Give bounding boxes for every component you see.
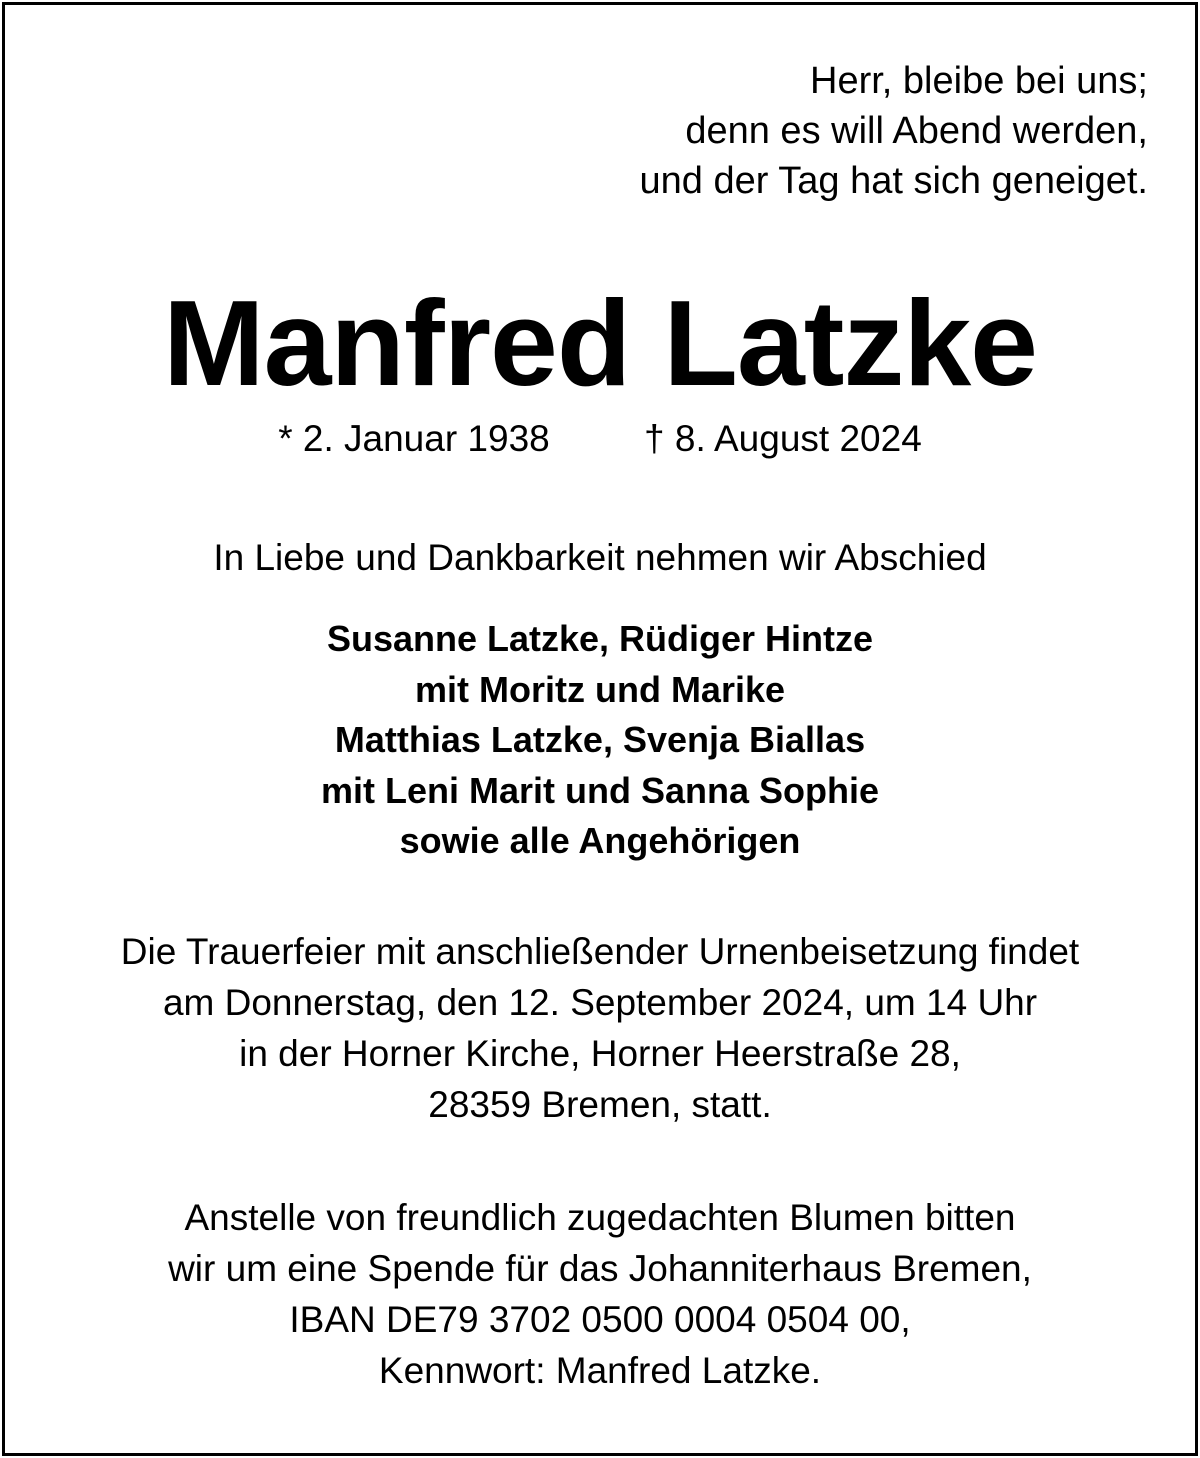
- life-dates: [0, 414, 1200, 464]
- mourner-line: Susanne Latzke, Rüdiger Hintze: [326, 618, 874, 659]
- donation-info: [0, 1192, 1200, 1396]
- verse-line: denn es will Abend werden,: [685, 110, 1148, 152]
- ceremony-line: Die Trauerfeier mit anschließender Urnenbeisetzung findet: [120, 931, 1080, 972]
- donation-keyword: Kennwort: Manfred Latzke.: [378, 1350, 822, 1391]
- ceremony-info: [0, 926, 1200, 1130]
- mourner-line: sowie alle Angehörigen: [399, 820, 801, 861]
- ceremony-line: in der Horner Kirche, Horner Heerstraße 28,: [239, 1033, 961, 1074]
- ceremony-line: am Donnerstag, den 12. September 2024, um 14 Uhr: [162, 982, 1038, 1023]
- mourner-line: mit Leni Marit und Sanna Sophie: [320, 769, 880, 811]
- verse-line: Herr, bleibe bei uns;: [810, 60, 1148, 102]
- donation-iban: IBAN DE79 3702 0500 0004 0504 00,: [289, 1299, 911, 1340]
- death-date: † 8. August 2024: [644, 418, 922, 459]
- birth-date: * 2. Januar 1938: [278, 418, 550, 459]
- bible-verse: [640, 56, 1148, 206]
- donation-line: Anstelle von freundlich zugedachten Blumen bitten: [184, 1197, 1016, 1238]
- donation-line: wir um eine Spende für das Johanniterhaus Bremen,: [168, 1248, 1032, 1289]
- mourner-line: Matthias Latzke, Svenja Biallas: [334, 719, 866, 760]
- verse-line: und der Tag hat sich geneiget.: [639, 160, 1148, 202]
- mourners-list: [0, 614, 1200, 867]
- farewell-text: In Liebe und Dankbarkeit nehmen wir Abschied: [213, 537, 987, 578]
- deceased-name: Manfred Latzke: [162, 275, 1038, 411]
- mourner-line: mit Moritz und Marike: [414, 668, 786, 710]
- ceremony-line: 28359 Bremen, statt.: [428, 1084, 772, 1125]
